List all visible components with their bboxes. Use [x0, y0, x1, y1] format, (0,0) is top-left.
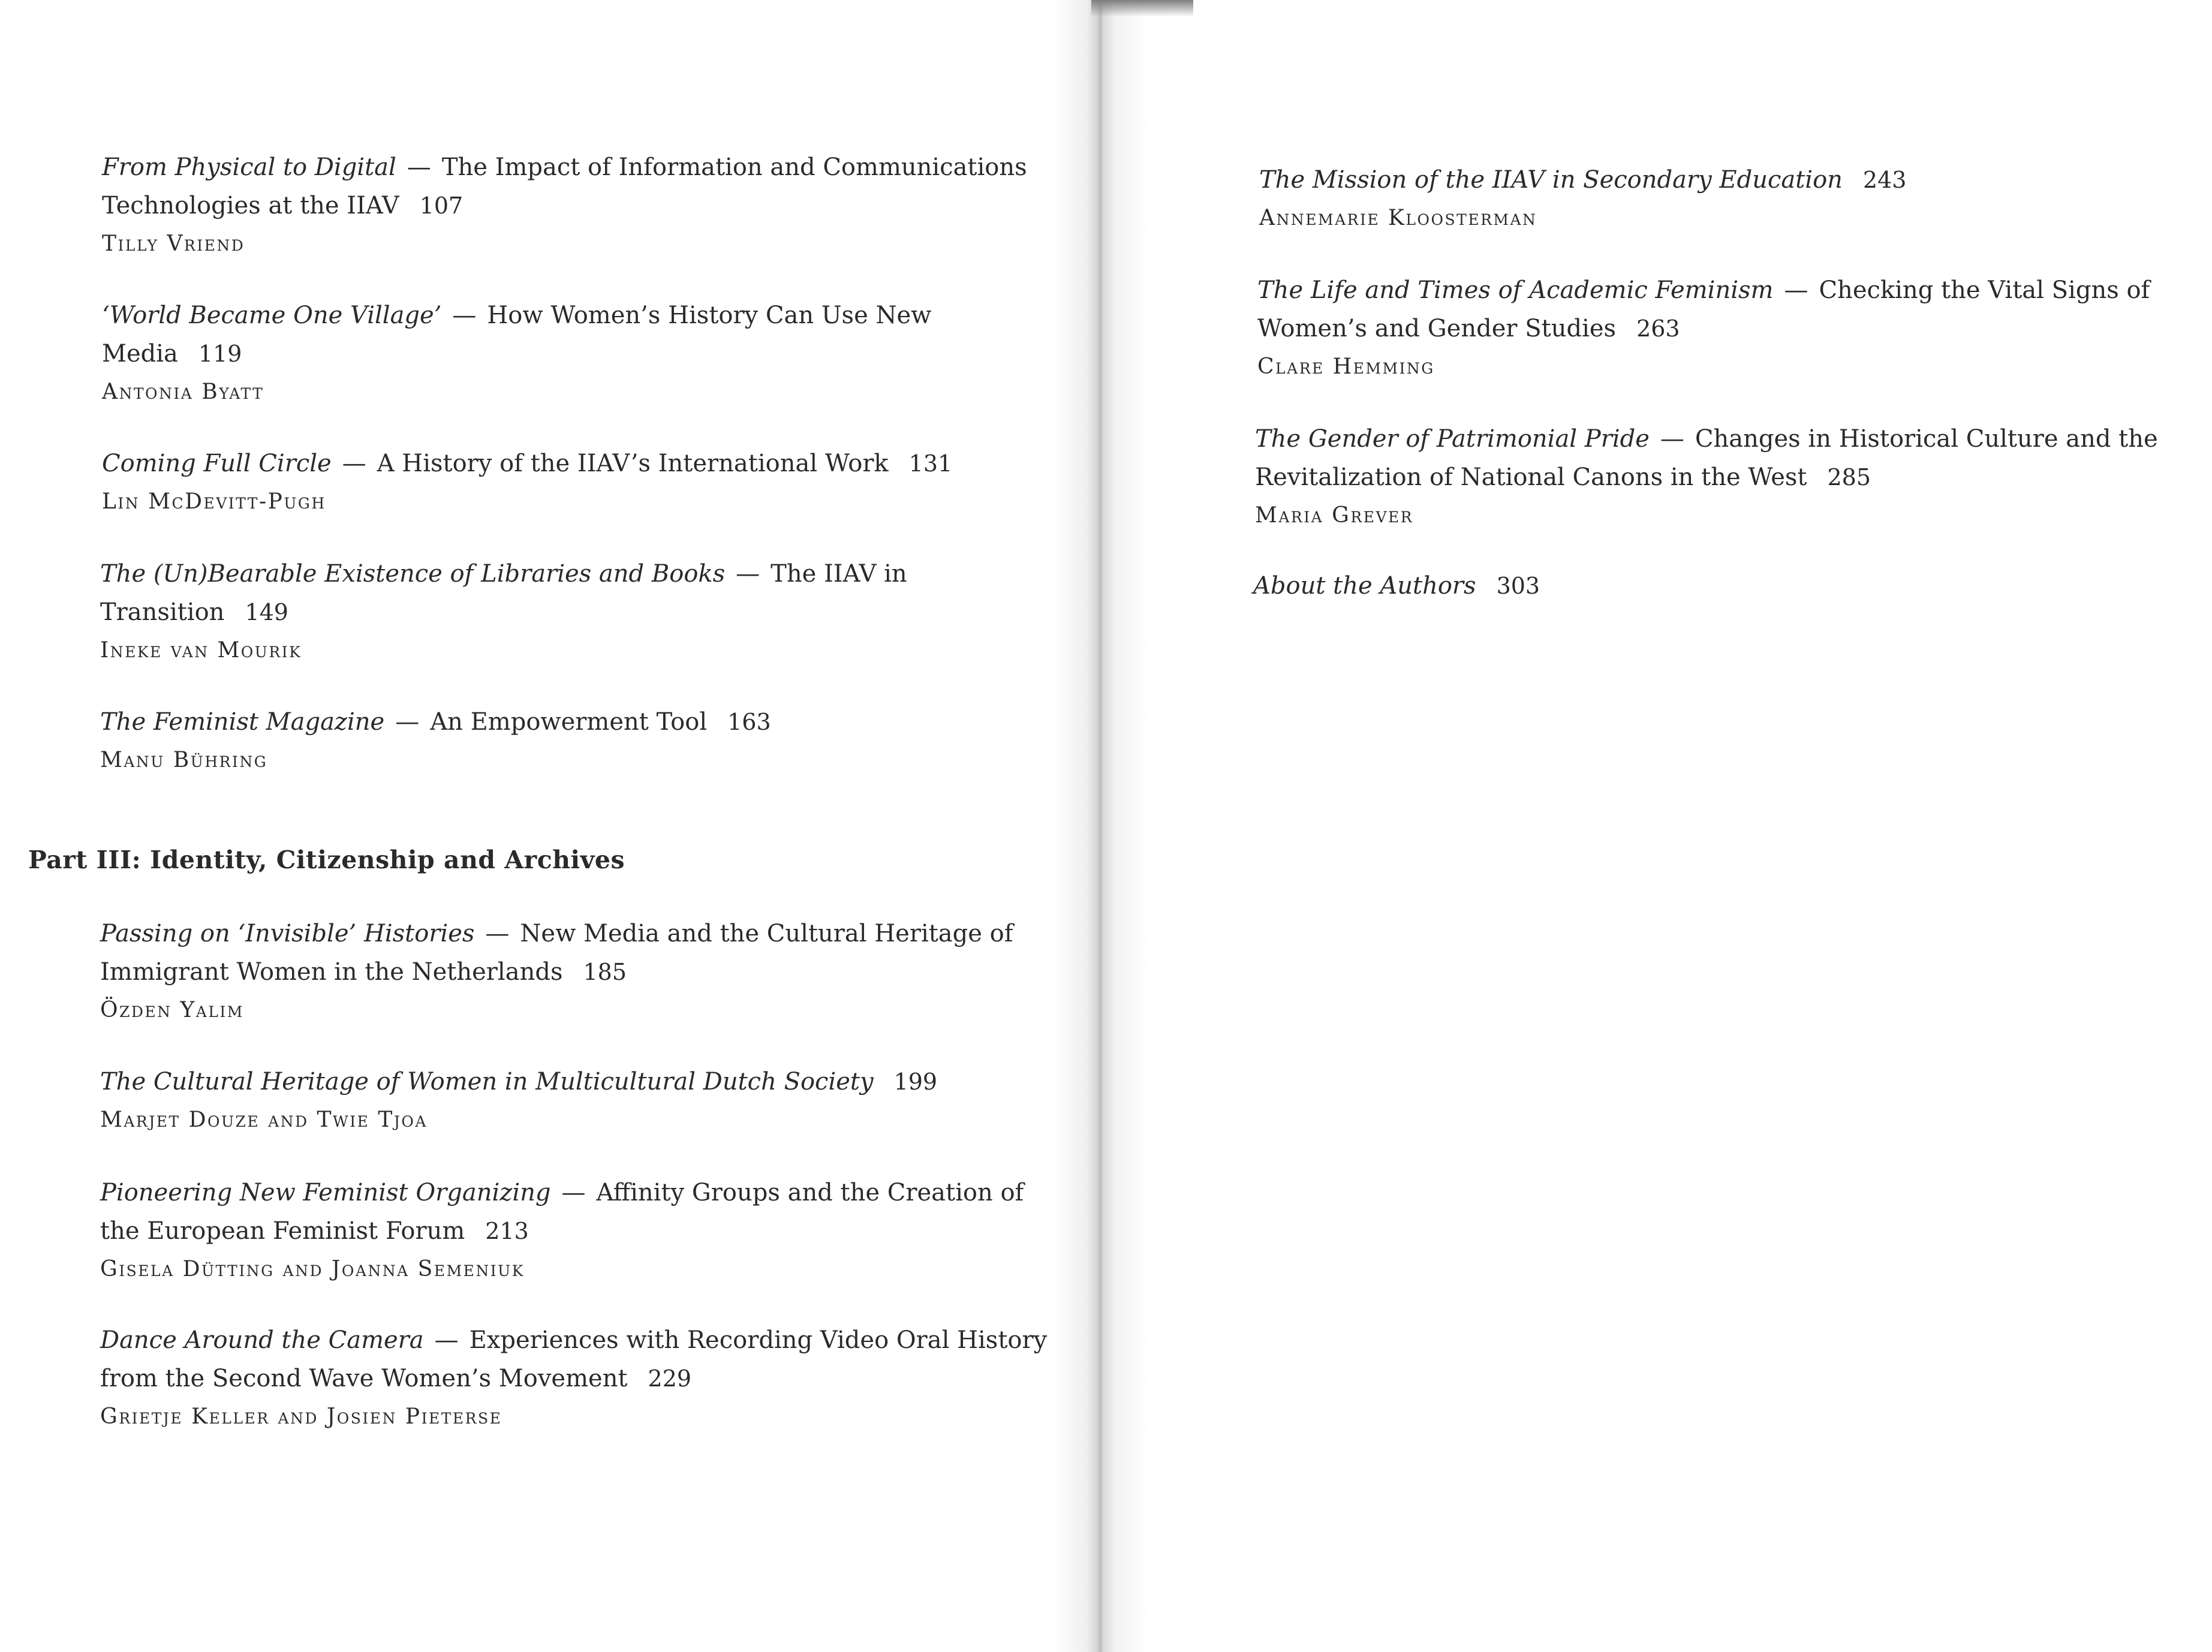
chapter-title: About the Authors: [1253, 572, 1476, 600]
chapter-author: Marjet Douze and Twie Tjoa: [100, 1108, 428, 1132]
chapter-subtitle: Changes in Historical Culture and the: [1695, 425, 2158, 453]
chapter-subtitle: Immigrant Women in the Netherlands: [100, 958, 563, 986]
toc-title-line: [100, 593, 907, 631]
title-dash: —: [1660, 425, 1684, 453]
chapter-subtitle: the European Feminist Forum: [100, 1217, 465, 1245]
toc-entry: [100, 1063, 937, 1139]
chapter-subtitle: Checking the Vital Signs of: [1819, 276, 2150, 304]
chapter-subtitle: Experiences with Recording Video Oral History: [469, 1326, 1048, 1354]
toc-title-line: [102, 148, 1027, 186]
toc-entry: [100, 555, 907, 670]
toc-entry: [1257, 271, 2150, 386]
toc-title-line: [102, 186, 1027, 225]
toc-title-line: [102, 335, 931, 373]
toc-title-line: [1259, 161, 1906, 199]
chapter-author: Antonia Byatt: [102, 380, 264, 404]
chapter-author: Annemarie Kloosterman: [1259, 206, 1537, 230]
page-number: 149: [245, 599, 288, 625]
chapter-author: Gisela Dütting and Joanna Semeniuk: [100, 1257, 525, 1281]
chapter-subtitle: Women’s and Gender Studies: [1257, 315, 1617, 342]
page-number: 263: [1636, 315, 1680, 342]
page-number: 243: [1862, 167, 1907, 193]
chapter-title: The Gender of Patrimonial Pride: [1255, 425, 1650, 453]
toc-title-line: [1253, 567, 1540, 605]
toc-entry: [102, 148, 1027, 263]
chapter-subtitle: How Women’s History Can Use New: [487, 302, 932, 329]
chapter-author: Clare Hemming: [1257, 354, 1435, 379]
chapter-title: The Feminist Magazine: [100, 708, 385, 736]
page-number: 163: [727, 709, 771, 735]
toc-title-line: [102, 444, 952, 483]
toc-entry: [100, 1173, 1024, 1289]
chapter-author: Maria Grever: [1255, 503, 1414, 528]
chapter-author: Özden Yalim: [100, 998, 244, 1022]
chapter-subtitle: Technologies at the IIAV: [102, 192, 399, 219]
chapter-title: The Cultural Heritage of Women in Multicultural Dutch Society: [100, 1068, 874, 1096]
chapter-author: Grietje Keller and Josien Pieterse: [100, 1404, 502, 1429]
toc-entry: [100, 703, 771, 780]
page-number: 285: [1827, 464, 1871, 491]
chapter-author: Manu Bühring: [100, 748, 268, 772]
chapter-title: The Life and Times of Academic Feminism: [1257, 276, 1774, 304]
page-number: 303: [1496, 573, 1540, 599]
toc-title-line: [1255, 420, 2158, 458]
chapter-subtitle: The IIAV in: [771, 560, 907, 588]
toc-entry: [100, 1321, 1047, 1436]
chapter-author: Tilly Vriend: [102, 231, 245, 256]
title-dash: —: [395, 708, 420, 736]
toc-title-line: [100, 555, 907, 593]
title-dash: —: [736, 560, 760, 588]
toc-entry: [102, 296, 931, 411]
chapter-subtitle: A History of the IIAV’s International Work: [377, 450, 889, 477]
chapter-title: Pioneering New Feminist Organizing: [100, 1179, 551, 1206]
toc-entry: [1259, 161, 1906, 237]
toc-entry: [102, 444, 952, 521]
chapter-title: Passing on ‘Invisible’ Histories: [100, 920, 475, 947]
title-dash: —: [342, 450, 366, 477]
title-dash: —: [434, 1326, 459, 1354]
part-heading: Part III: Identity, Citizenship and Archives: [28, 845, 625, 874]
page-number: 213: [485, 1218, 529, 1244]
toc-title-line: [100, 703, 771, 741]
chapter-subtitle: Media: [102, 340, 178, 368]
chapter-title: Dance Around the Camera: [100, 1326, 424, 1354]
toc-title-line: [100, 1063, 937, 1101]
toc-title-line: [102, 296, 931, 335]
chapter-subtitle: from the Second Wave Women’s Movement: [100, 1365, 628, 1392]
title-dash: —: [561, 1179, 586, 1206]
toc-title-line: [100, 953, 1013, 991]
toc-title-line: [100, 1359, 1047, 1398]
toc-title-line: [1257, 309, 2150, 348]
page-number: 199: [893, 1069, 938, 1095]
chapter-title: ‘World Became One Village’: [102, 302, 442, 329]
chapter-title: The (Un)Bearable Existence of Libraries and Books: [100, 560, 726, 588]
title-dash: —: [407, 154, 431, 181]
chapter-author: Ineke van Mourik: [100, 638, 302, 663]
title-dash: —: [485, 920, 510, 947]
chapter-subtitle: Revitalization of National Canons in the West: [1255, 464, 1807, 491]
chapter-subtitle: The Impact of Information and Communications: [441, 154, 1027, 181]
chapter-title: The Mission of the IIAV in Secondary Education: [1259, 166, 1843, 194]
toc-title-line: [100, 1321, 1047, 1359]
page-number: 229: [648, 1365, 692, 1392]
chapter-subtitle: Affinity Groups and the Creation of: [596, 1179, 1024, 1206]
title-dash: —: [452, 302, 477, 329]
chapter-author: Lin McDevitt-Pugh: [102, 489, 326, 514]
toc-title-line: [1257, 271, 2150, 309]
page-number: 107: [419, 192, 464, 219]
toc-entry: [1253, 567, 1540, 605]
toc-title-line: [1255, 458, 2158, 496]
toc-entry: [1255, 420, 2158, 535]
toc-title-line: [100, 1173, 1024, 1212]
chapter-title: Coming Full Circle: [102, 450, 332, 477]
chapter-title: From Physical to Digital: [102, 154, 396, 181]
book-gutter-shadow: [1052, 0, 1148, 1652]
title-dash: —: [1784, 276, 1808, 304]
page-number: 185: [583, 959, 627, 985]
toc-title-line: [100, 914, 1013, 953]
chapter-subtitle: New Media and the Cultural Heritage of: [520, 920, 1013, 947]
toc-title-line: [100, 1212, 1024, 1250]
toc-entry: [100, 914, 1013, 1030]
right-page: [1103, 0, 2212, 1652]
page-number: 131: [908, 450, 953, 477]
chapter-subtitle: Transition: [100, 598, 225, 626]
gutter-top-shadow: [1091, 0, 1193, 17]
left-page: [0, 0, 1091, 1652]
chapter-subtitle: An Empowerment Tool: [430, 708, 708, 736]
page-number: 119: [198, 341, 242, 367]
